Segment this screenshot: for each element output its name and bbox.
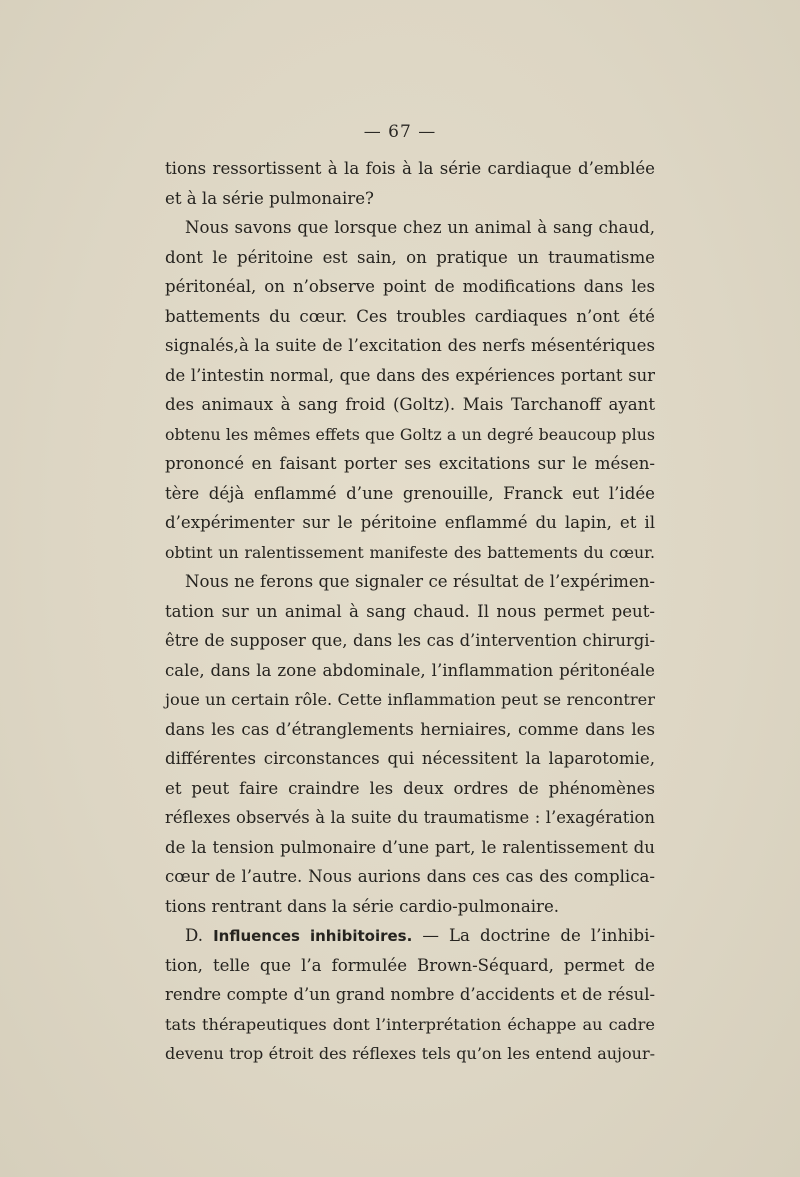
body-text (165, 154, 655, 1069)
text-line: cale, dans la zone abdominale, l’inflammation péritonéale (165, 660, 655, 680)
text-line: et à la série pulmonaire? (165, 188, 374, 208)
text-line: signalés,à la suite de l’excitation des nerfs mésentériques (165, 336, 655, 355)
text-line: devenu trop étroit des réflexes tels qu’on les entend aujour- (165, 1044, 655, 1063)
text-fragment: — La doctrine de l’inhibi- (422, 926, 655, 945)
text-line: être de supposer que, dans les cas d’intervention chirurgi- (165, 631, 655, 650)
text-line: cœur de l’autre. Nous aurions dans ces cas des complica- (165, 867, 655, 886)
text-line: joue un certain rôle. Cette inflammation peut se rencontrer (165, 690, 655, 709)
text-line: Nous savons que lorsque chez un animal à sang chaud, (185, 218, 655, 237)
text-line: tions ressortissent à la fois à la série cardiaque d’emblée (165, 159, 655, 178)
text-line: tion, telle que l’a formulée Brown-Séquard, permet de (165, 955, 655, 975)
text-line: obtenu les mêmes effets que Goltz a un degré beaucoup plus (165, 424, 655, 444)
text-line: de la tension pulmonaire d’une part, le ralentissement du (165, 837, 655, 857)
text-line: tats thérapeutiques dont l’interprétation échappe au cadre (165, 1014, 655, 1034)
section-heading-line (165, 921, 655, 951)
page-number: — 67 — (363, 122, 437, 142)
text-line: rendre compte d’un grand nombre d’accidents et de résul- (165, 985, 655, 1004)
section-heading: Influences inhibitoires. (213, 927, 413, 945)
text-line: péritonéal, on n’observe point de modifications dans les (165, 277, 655, 296)
section-label: D. (185, 926, 203, 945)
text-line: prononcé en faisant porter ses excitations sur le mésen- (165, 454, 655, 473)
text-line: obtint un ralentissement manifeste des battements du cœur. (165, 542, 655, 562)
text-line: de l’intestin normal, que dans des expériences portant sur (165, 365, 655, 385)
text-line: tère déjà enflammé d’une grenouille, Franck eut l’idée (165, 483, 655, 503)
text-line: réflexes observés à la suite du traumatisme : l’exagération (165, 808, 655, 827)
text-line: dans les cas d’étranglements herniaires, comme dans les (165, 719, 655, 739)
text-line: tation sur un animal à sang chaud. Il nous permet peut- (165, 601, 655, 621)
text-line: différentes circonstances qui nécessitent la laparotomie, (165, 749, 655, 768)
text-line: d’expérimenter sur le péritoine enflammé du lapin, et il (165, 513, 655, 532)
text-line: des animaux à sang froid (Goltz). Mais Tarchanoff ayant (165, 395, 655, 414)
text-line: tions rentrant dans la série cardio-pulmonaire. (165, 896, 560, 916)
text-line: Nous ne ferons que signaler ce résultat de l’expérimen- (185, 572, 655, 591)
text-line: dont le péritoine est sain, on pratique un traumatisme (165, 247, 655, 267)
text-line: et peut faire craindre les deux ordres de phénomènes (165, 778, 655, 798)
text-line: battements du cœur. Ces troubles cardiaques n’ont été (165, 306, 655, 326)
